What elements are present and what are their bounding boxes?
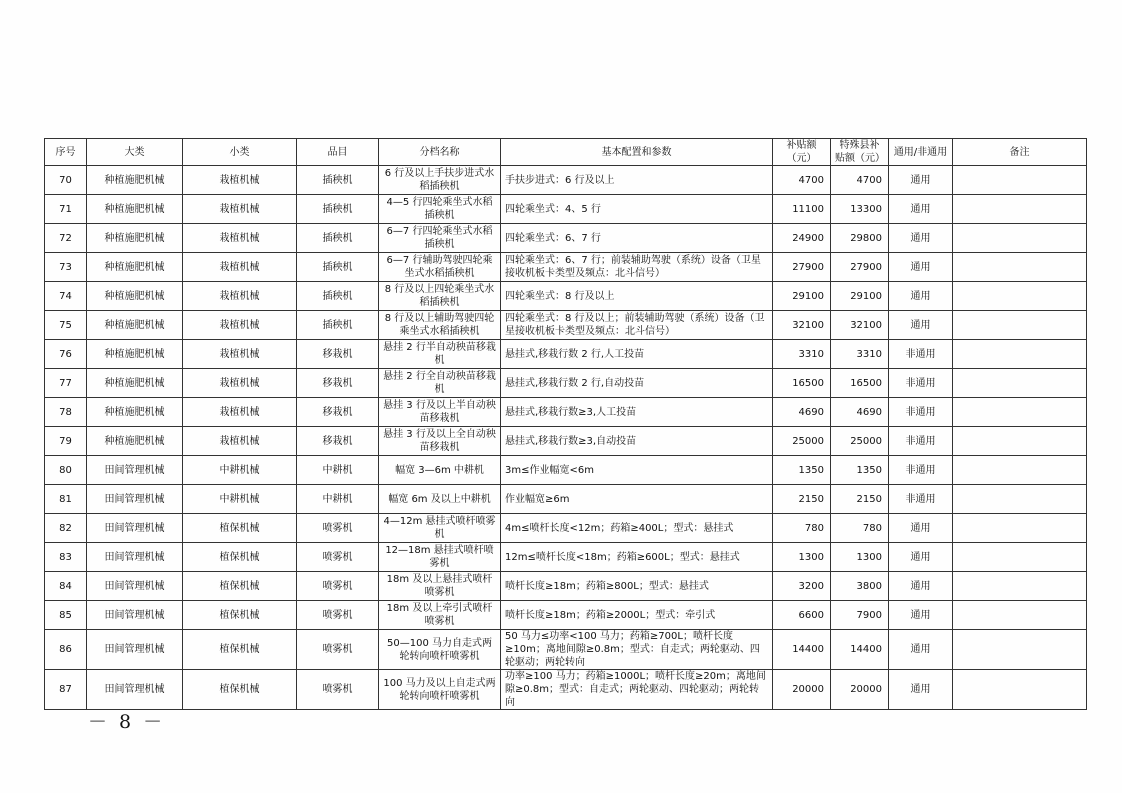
cell-item: 插秧机 [297, 195, 379, 224]
cell-tier-name: 悬挂 3 行及以上全自动秧苗移栽机 [379, 427, 501, 456]
cell-special-subsidy: 20000 [831, 670, 889, 710]
cell-general: 非通用 [889, 427, 953, 456]
cell-config: 四轮乘坐式：4、5 行 [501, 195, 773, 224]
cell-special-subsidy: 7900 [831, 601, 889, 630]
cell-special-subsidy: 2150 [831, 485, 889, 514]
cell-config: 四轮乘坐式：8 行及以上 [501, 282, 773, 311]
cell-note [953, 369, 1087, 398]
cell-tier-name: 6—7 行辅助驾驶四轮乘坐式水稻插秧机 [379, 253, 501, 282]
cell-item: 插秧机 [297, 224, 379, 253]
cell-no: 78 [45, 398, 87, 427]
header-subcategory: 小类 [183, 139, 297, 166]
cell-config: 悬挂式,移栽行数≥3,自动投苗 [501, 427, 773, 456]
cell-config: 12m≤喷杆长度<18m；药箱≥600L；型式：悬挂式 [501, 543, 773, 572]
cell-subsidy: 16500 [773, 369, 831, 398]
cell-note [953, 224, 1087, 253]
cell-note [953, 166, 1087, 195]
cell-config: 作业幅宽≥6m [501, 485, 773, 514]
table-row [45, 485, 1087, 514]
cell-no: 74 [45, 282, 87, 311]
cell-config: 功率≥100 马力；药箱≥1000L；喷杆长度≥20m；离地间隙≥0.8m；型式：自走式；两轮驱动、四轮驱动；两轮转向 [501, 670, 773, 710]
cell-note [953, 514, 1087, 543]
cell-general: 通用 [889, 543, 953, 572]
cell-note [953, 630, 1087, 670]
table-row [45, 340, 1087, 369]
cell-category: 种植施肥机械 [87, 369, 183, 398]
cell-subcategory: 栽植机械 [183, 311, 297, 340]
cell-no: 70 [45, 166, 87, 195]
cell-item: 喷雾机 [297, 543, 379, 572]
cell-general: 通用 [889, 630, 953, 670]
cell-tier-name: 6—7 行四轮乘坐式水稻插秧机 [379, 224, 501, 253]
header-subsidy: 补贴额（元） [773, 139, 831, 166]
cell-subsidy: 3200 [773, 572, 831, 601]
cell-general: 通用 [889, 311, 953, 340]
table-row [45, 195, 1087, 224]
cell-subsidy: 20000 [773, 670, 831, 710]
cell-subcategory: 栽植机械 [183, 369, 297, 398]
cell-no: 84 [45, 572, 87, 601]
cell-tier-name: 100 马力及以上自走式两轮转向喷杆喷雾机 [379, 670, 501, 710]
cell-category: 田间管理机械 [87, 543, 183, 572]
cell-no: 77 [45, 369, 87, 398]
cell-category: 田间管理机械 [87, 670, 183, 710]
cell-note [953, 340, 1087, 369]
cell-config: 3m≤作业幅宽<6m [501, 456, 773, 485]
cell-config: 4m≤喷杆长度<12m；药箱≥400L；型式：悬挂式 [501, 514, 773, 543]
cell-general: 通用 [889, 572, 953, 601]
table-row [45, 311, 1087, 340]
cell-subcategory: 中耕机械 [183, 485, 297, 514]
cell-item: 喷雾机 [297, 572, 379, 601]
cell-general: 通用 [889, 282, 953, 311]
cell-config: 悬挂式,移栽行数 2 行,人工投苗 [501, 340, 773, 369]
header-no: 序号 [45, 139, 87, 166]
table-row [45, 427, 1087, 456]
cell-no: 86 [45, 630, 87, 670]
cell-subsidy: 24900 [773, 224, 831, 253]
cell-item: 插秧机 [297, 166, 379, 195]
cell-config: 四轮乘坐式：8 行及以上；前装辅助驾驶（系统）设备（卫星接收机板卡类型及频点：北斗信号） [501, 311, 773, 340]
cell-subsidy: 27900 [773, 253, 831, 282]
cell-subsidy: 1350 [773, 456, 831, 485]
cell-tier-name: 6 行及以上手扶步进式水稻插秧机 [379, 166, 501, 195]
cell-subcategory: 栽植机械 [183, 340, 297, 369]
cell-category: 种植施肥机械 [87, 166, 183, 195]
table-header-row [45, 139, 1087, 166]
cell-tier-name: 悬挂 2 行半自动秧苗移栽机 [379, 340, 501, 369]
cell-tier-name: 50—100 马力自走式两轮转向喷杆喷雾机 [379, 630, 501, 670]
cell-subsidy: 1300 [773, 543, 831, 572]
table-row [45, 572, 1087, 601]
cell-tier-name: 8 行及以上辅助驾驶四轮乘坐式水稻插秧机 [379, 311, 501, 340]
cell-subsidy: 32100 [773, 311, 831, 340]
cell-no: 81 [45, 485, 87, 514]
cell-config: 喷杆长度≥18m；药箱≥2000L；型式：牵引式 [501, 601, 773, 630]
cell-special-subsidy: 4690 [831, 398, 889, 427]
cell-general: 通用 [889, 601, 953, 630]
cell-no: 82 [45, 514, 87, 543]
cell-note [953, 282, 1087, 311]
cell-category: 种植施肥机械 [87, 311, 183, 340]
cell-subsidy: 6600 [773, 601, 831, 630]
cell-special-subsidy: 1300 [831, 543, 889, 572]
cell-general: 非通用 [889, 456, 953, 485]
table-row [45, 224, 1087, 253]
subsidy-table [44, 138, 1087, 710]
header-note: 备注 [953, 139, 1087, 166]
cell-category: 田间管理机械 [87, 572, 183, 601]
cell-item: 移栽机 [297, 398, 379, 427]
cell-general: 通用 [889, 253, 953, 282]
cell-tier-name: 18m 及以上牵引式喷杆喷雾机 [379, 601, 501, 630]
table-row [45, 601, 1087, 630]
cell-config: 手扶步进式：6 行及以上 [501, 166, 773, 195]
cell-subsidy: 14400 [773, 630, 831, 670]
cell-special-subsidy: 29800 [831, 224, 889, 253]
cell-no: 72 [45, 224, 87, 253]
cell-no: 71 [45, 195, 87, 224]
cell-config: 悬挂式,移栽行数≥3,人工投苗 [501, 398, 773, 427]
cell-no: 79 [45, 427, 87, 456]
cell-general: 通用 [889, 514, 953, 543]
cell-note [953, 485, 1087, 514]
table-row [45, 514, 1087, 543]
cell-note [953, 543, 1087, 572]
cell-item: 喷雾机 [297, 601, 379, 630]
cell-item: 移栽机 [297, 340, 379, 369]
cell-note [953, 601, 1087, 630]
cell-no: 83 [45, 543, 87, 572]
cell-item: 中耕机 [297, 485, 379, 514]
cell-general: 非通用 [889, 369, 953, 398]
cell-category: 田间管理机械 [87, 456, 183, 485]
cell-subcategory: 植保机械 [183, 514, 297, 543]
cell-category: 田间管理机械 [87, 630, 183, 670]
cell-special-subsidy: 1350 [831, 456, 889, 485]
cell-subcategory: 栽植机械 [183, 398, 297, 427]
cell-special-subsidy: 780 [831, 514, 889, 543]
header-category: 大类 [87, 139, 183, 166]
cell-general: 非通用 [889, 398, 953, 427]
cell-note [953, 253, 1087, 282]
table-row [45, 456, 1087, 485]
cell-special-subsidy: 13300 [831, 195, 889, 224]
cell-subsidy: 4700 [773, 166, 831, 195]
cell-note [953, 572, 1087, 601]
cell-category: 种植施肥机械 [87, 427, 183, 456]
cell-special-subsidy: 3800 [831, 572, 889, 601]
cell-subsidy: 25000 [773, 427, 831, 456]
header-item: 品目 [297, 139, 379, 166]
cell-category: 种植施肥机械 [87, 195, 183, 224]
cell-subcategory: 中耕机械 [183, 456, 297, 485]
cell-subcategory: 植保机械 [183, 630, 297, 670]
table-row [45, 543, 1087, 572]
cell-general: 通用 [889, 195, 953, 224]
cell-category: 种植施肥机械 [87, 253, 183, 282]
cell-note [953, 427, 1087, 456]
cell-note [953, 398, 1087, 427]
table-row [45, 166, 1087, 195]
header-config: 基本配置和参数 [501, 139, 773, 166]
cell-no: 87 [45, 670, 87, 710]
cell-special-subsidy: 3310 [831, 340, 889, 369]
cell-no: 80 [45, 456, 87, 485]
cell-tier-name: 18m 及以上悬挂式喷杆喷雾机 [379, 572, 501, 601]
cell-special-subsidy: 14400 [831, 630, 889, 670]
cell-config: 喷杆长度≥18m；药箱≥800L；型式：悬挂式 [501, 572, 773, 601]
cell-subsidy: 4690 [773, 398, 831, 427]
cell-tier-name: 悬挂 2 行全自动秧苗移栽机 [379, 369, 501, 398]
cell-subsidy: 29100 [773, 282, 831, 311]
table-row [45, 670, 1087, 710]
cell-category: 种植施肥机械 [87, 398, 183, 427]
cell-category: 田间管理机械 [87, 485, 183, 514]
cell-category: 种植施肥机械 [87, 224, 183, 253]
cell-subcategory: 栽植机械 [183, 224, 297, 253]
cell-item: 插秧机 [297, 253, 379, 282]
table-row [45, 398, 1087, 427]
cell-special-subsidy: 25000 [831, 427, 889, 456]
cell-special-subsidy: 29100 [831, 282, 889, 311]
table-row [45, 253, 1087, 282]
cell-special-subsidy: 16500 [831, 369, 889, 398]
cell-subcategory: 栽植机械 [183, 427, 297, 456]
cell-item: 喷雾机 [297, 630, 379, 670]
cell-tier-name: 悬挂 3 行及以上半自动秧苗移栽机 [379, 398, 501, 427]
cell-tier-name: 幅宽 3—6m 中耕机 [379, 456, 501, 485]
cell-note [953, 456, 1087, 485]
cell-config: 四轮乘坐式：6、7 行 [501, 224, 773, 253]
cell-subcategory: 植保机械 [183, 601, 297, 630]
cell-general: 非通用 [889, 485, 953, 514]
cell-item: 喷雾机 [297, 670, 379, 710]
cell-subsidy: 780 [773, 514, 831, 543]
cell-no: 75 [45, 311, 87, 340]
cell-category: 种植施肥机械 [87, 282, 183, 311]
cell-subsidy: 3310 [773, 340, 831, 369]
cell-category: 田间管理机械 [87, 514, 183, 543]
cell-subcategory: 植保机械 [183, 670, 297, 710]
cell-category: 田间管理机械 [87, 601, 183, 630]
header-special-subsidy: 特殊县补贴额（元） [831, 139, 889, 166]
cell-note [953, 195, 1087, 224]
cell-subsidy: 2150 [773, 485, 831, 514]
cell-general: 非通用 [889, 340, 953, 369]
table-body [45, 166, 1087, 710]
cell-no: 85 [45, 601, 87, 630]
cell-subcategory: 植保机械 [183, 543, 297, 572]
cell-special-subsidy: 4700 [831, 166, 889, 195]
cell-subcategory: 栽植机械 [183, 282, 297, 311]
cell-item: 喷雾机 [297, 514, 379, 543]
cell-general: 通用 [889, 166, 953, 195]
cell-tier-name: 4—5 行四轮乘坐式水稻插秧机 [379, 195, 501, 224]
table-row [45, 630, 1087, 670]
cell-tier-name: 幅宽 6m 及以上中耕机 [379, 485, 501, 514]
cell-special-subsidy: 27900 [831, 253, 889, 282]
cell-subcategory: 栽植机械 [183, 195, 297, 224]
cell-item: 插秧机 [297, 311, 379, 340]
cell-note [953, 670, 1087, 710]
cell-config: 悬挂式,移栽行数 2 行,自动投苗 [501, 369, 773, 398]
header-tier-name: 分档名称 [379, 139, 501, 166]
table-row [45, 282, 1087, 311]
cell-note [953, 311, 1087, 340]
cell-general: 通用 [889, 670, 953, 710]
cell-tier-name: 8 行及以上四轮乘坐式水稻插秧机 [379, 282, 501, 311]
cell-no: 73 [45, 253, 87, 282]
header-general: 通用/非通用 [889, 139, 953, 166]
cell-subsidy: 11100 [773, 195, 831, 224]
cell-tier-name: 12—18m 悬挂式喷杆喷雾机 [379, 543, 501, 572]
cell-tier-name: 4—12m 悬挂式喷杆喷雾机 [379, 514, 501, 543]
cell-special-subsidy: 32100 [831, 311, 889, 340]
cell-config: 四轮乘坐式：6、7 行；前装辅助驾驶（系统）设备（卫星接收机板卡类型及频点：北斗信号） [501, 253, 773, 282]
table-row [45, 369, 1087, 398]
cell-no: 76 [45, 340, 87, 369]
cell-item: 移栽机 [297, 427, 379, 456]
page-number: － 8 － [88, 711, 166, 733]
cell-config: 50 马力≤功率<100 马力；药箱≥700L；喷杆长度≥10m；离地间隙≥0.8m；型式：自走式；两轮驱动、四轮驱动；两轮转向 [501, 630, 773, 670]
cell-item: 移栽机 [297, 369, 379, 398]
cell-subcategory: 栽植机械 [183, 253, 297, 282]
cell-subcategory: 植保机械 [183, 572, 297, 601]
cell-item: 插秧机 [297, 282, 379, 311]
cell-category: 种植施肥机械 [87, 340, 183, 369]
cell-general: 通用 [889, 224, 953, 253]
cell-item: 中耕机 [297, 456, 379, 485]
cell-subcategory: 栽植机械 [183, 166, 297, 195]
